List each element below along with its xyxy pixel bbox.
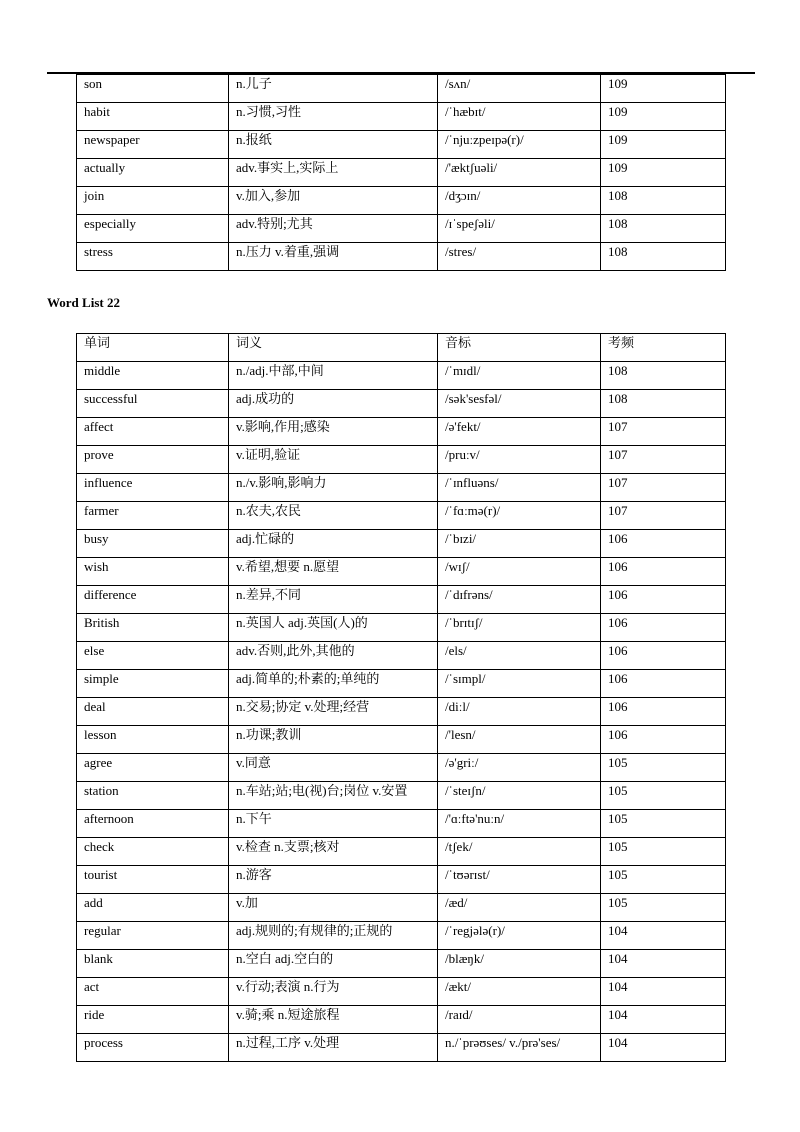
table-row (77, 894, 726, 922)
table-row (77, 642, 726, 670)
meaning-cell: v.骑;乘 n.短途旅程 (229, 1006, 438, 1034)
frequency-cell: 106 (601, 698, 726, 726)
word-cell: lesson (77, 726, 229, 754)
table-row (77, 502, 726, 530)
table-row (77, 159, 726, 187)
phonetic-cell: /raɪd/ (438, 1006, 601, 1034)
frequency-cell: 107 (601, 446, 726, 474)
table-row (77, 838, 726, 866)
word-cell: difference (77, 586, 229, 614)
word-cell: newspaper (77, 131, 229, 159)
phonetic-cell: /ə'fekt/ (438, 418, 601, 446)
phonetic-cell: /ˈtʊərɪst/ (438, 866, 601, 894)
frequency-cell: 104 (601, 950, 726, 978)
meaning-cell: n.下午 (229, 810, 438, 838)
meaning-cell: adv.事实上,实际上 (229, 159, 438, 187)
phonetic-cell: /ˈmɪdl/ (438, 362, 601, 390)
phonetic-cell: /ˈnjuːzpeɪpə(r)/ (438, 131, 601, 159)
table-row (77, 1034, 726, 1062)
word-cell: process (77, 1034, 229, 1062)
phonetic-cell: /ˈɪnfluəns/ (438, 474, 601, 502)
word-cell: regular (77, 922, 229, 950)
word-cell: tourist (77, 866, 229, 894)
phonetic-cell: /els/ (438, 642, 601, 670)
frequency-cell: 107 (601, 474, 726, 502)
meaning-cell: n.交易;协定 v.处理;经营 (229, 698, 438, 726)
meaning-cell: adj.成功的 (229, 390, 438, 418)
word-cell: son (77, 75, 229, 103)
frequency-cell: 105 (601, 782, 726, 810)
frequency-cell: 104 (601, 922, 726, 950)
word-cell: middle (77, 362, 229, 390)
table-row (77, 558, 726, 586)
table-row (77, 362, 726, 390)
meaning-cell: v.加入,参加 (229, 187, 438, 215)
word-cell: act (77, 978, 229, 1006)
header-meaning-cell: 词义 (229, 334, 438, 362)
table-row (77, 698, 726, 726)
phonetic-cell: /ˈhæbɪt/ (438, 103, 601, 131)
phonetic-cell: /dʒɔɪn/ (438, 187, 601, 215)
frequency-cell: 106 (601, 726, 726, 754)
word-cell: deal (77, 698, 229, 726)
phonetic-cell: /'æktʃuəli/ (438, 159, 601, 187)
meaning-cell: v.加 (229, 894, 438, 922)
frequency-cell: 108 (601, 215, 726, 243)
table-row (77, 614, 726, 642)
frequency-cell: 109 (601, 159, 726, 187)
meaning-cell: n.差异,不同 (229, 586, 438, 614)
frequency-cell: 106 (601, 530, 726, 558)
frequency-cell: 106 (601, 670, 726, 698)
table-row (77, 530, 726, 558)
frequency-cell: 107 (601, 418, 726, 446)
table-row (77, 418, 726, 446)
table-row (77, 782, 726, 810)
phonetic-cell: /'lesn/ (438, 726, 601, 754)
meaning-cell: adv.否则,此外,其他的 (229, 642, 438, 670)
word-cell: blank (77, 950, 229, 978)
word-cell: station (77, 782, 229, 810)
frequency-cell: 108 (601, 362, 726, 390)
table-row (77, 866, 726, 894)
frequency-cell: 108 (601, 187, 726, 215)
table-row (77, 215, 726, 243)
frequency-cell: 108 (601, 390, 726, 418)
meaning-cell: n.报纸 (229, 131, 438, 159)
word-cell: influence (77, 474, 229, 502)
meaning-cell: n.英国人 adj.英国(人)的 (229, 614, 438, 642)
vocab-table-continued (76, 74, 726, 271)
header-word-cell: 单词 (77, 334, 229, 362)
word-cell: check (77, 838, 229, 866)
table-row (77, 922, 726, 950)
meaning-cell: v.希望,想要 n.愿望 (229, 558, 438, 586)
frequency-cell: 105 (601, 754, 726, 782)
phonetic-cell: /ɪˈspeʃəli/ (438, 215, 601, 243)
phonetic-cell: /tʃek/ (438, 838, 601, 866)
word-cell: ride (77, 1006, 229, 1034)
phonetic-cell: /ˈbrɪtɪʃ/ (438, 614, 601, 642)
phonetic-cell: /ˈsteɪʃn/ (438, 782, 601, 810)
meaning-cell: n.习惯,习性 (229, 103, 438, 131)
phonetic-cell: /ˈbɪzi/ (438, 530, 601, 558)
meaning-cell: adj.规则的;有规律的;正规的 (229, 922, 438, 950)
phonetic-cell: /diːl/ (438, 698, 601, 726)
table-row (77, 754, 726, 782)
meaning-cell: n./v.影响,影响力 (229, 474, 438, 502)
phonetic-cell: /sʌn/ (438, 75, 601, 103)
phonetic-cell: /ˈregjələ(r)/ (438, 922, 601, 950)
meaning-cell: n.压力 v.着重,强调 (229, 243, 438, 271)
table-row (77, 131, 726, 159)
frequency-cell: 104 (601, 1006, 726, 1034)
meaning-cell: v.检查 n.支票;核对 (229, 838, 438, 866)
section-heading: Word List 22 (47, 295, 120, 310)
table-row (77, 75, 726, 103)
frequency-cell: 106 (601, 586, 726, 614)
table-row (77, 670, 726, 698)
table-row (77, 810, 726, 838)
word-cell: prove (77, 446, 229, 474)
meaning-cell: n.过程,工序 v.处理 (229, 1034, 438, 1062)
frequency-cell: 109 (601, 75, 726, 103)
word-cell: afternoon (77, 810, 229, 838)
word-cell: add (77, 894, 229, 922)
phonetic-cell: /blæŋk/ (438, 950, 601, 978)
phonetic-cell: /ækt/ (438, 978, 601, 1006)
phonetic-cell: /ˈdɪfrəns/ (438, 586, 601, 614)
phonetic-cell: /wɪʃ/ (438, 558, 601, 586)
word-cell: wish (77, 558, 229, 586)
meaning-cell: n.儿子 (229, 75, 438, 103)
frequency-cell: 105 (601, 866, 726, 894)
word-cell: join (77, 187, 229, 215)
phonetic-cell: /sək'sesfəl/ (438, 390, 601, 418)
frequency-cell: 104 (601, 978, 726, 1006)
word-cell: British (77, 614, 229, 642)
header-phonetic-cell: 音标 (438, 334, 601, 362)
table-row (77, 586, 726, 614)
word-cell: habit (77, 103, 229, 131)
frequency-cell: 106 (601, 614, 726, 642)
table-row (77, 243, 726, 271)
frequency-cell: 105 (601, 894, 726, 922)
table-row (77, 446, 726, 474)
table-row (77, 726, 726, 754)
meaning-cell: n.空白 adj.空白的 (229, 950, 438, 978)
meaning-cell: n./adj.中部,中间 (229, 362, 438, 390)
meaning-cell: v.同意 (229, 754, 438, 782)
meaning-cell: n.功课;教训 (229, 726, 438, 754)
table-row (77, 390, 726, 418)
phonetic-cell: /stres/ (438, 243, 601, 271)
table-row (77, 103, 726, 131)
table-row (77, 1006, 726, 1034)
table-row (77, 950, 726, 978)
frequency-cell: 105 (601, 810, 726, 838)
frequency-cell: 105 (601, 838, 726, 866)
meaning-cell: v.行动;表演 n.行为 (229, 978, 438, 1006)
word-cell: affect (77, 418, 229, 446)
meaning-cell: v.证明,验证 (229, 446, 438, 474)
meaning-cell: n.车站;站;电(视)台;岗位 v.安置 (229, 782, 438, 810)
word-cell: agree (77, 754, 229, 782)
table-header-row (77, 334, 726, 362)
word-cell: busy (77, 530, 229, 558)
word-cell: especially (77, 215, 229, 243)
word-cell: else (77, 642, 229, 670)
table-row (77, 978, 726, 1006)
frequency-cell: 109 (601, 131, 726, 159)
meaning-cell: n.游客 (229, 866, 438, 894)
table-row (77, 474, 726, 502)
meaning-cell: adv.特别;尤其 (229, 215, 438, 243)
phonetic-cell: /pruːv/ (438, 446, 601, 474)
frequency-cell: 108 (601, 243, 726, 271)
word-cell: simple (77, 670, 229, 698)
phonetic-cell: /'ɑːftə'nuːn/ (438, 810, 601, 838)
word-cell: actually (77, 159, 229, 187)
meaning-cell: v.影响,作用;感染 (229, 418, 438, 446)
phonetic-cell: /ə'griː/ (438, 754, 601, 782)
phonetic-cell: /ˈsɪmpl/ (438, 670, 601, 698)
vocab-table-word-list-22 (76, 333, 726, 1062)
meaning-cell: adj.忙碌的 (229, 530, 438, 558)
frequency-cell: 109 (601, 103, 726, 131)
frequency-cell: 106 (601, 642, 726, 670)
frequency-cell: 106 (601, 558, 726, 586)
phonetic-cell: /æd/ (438, 894, 601, 922)
word-cell: farmer (77, 502, 229, 530)
header-frequency-cell: 考频 (601, 334, 726, 362)
frequency-cell: 104 (601, 1034, 726, 1062)
word-cell: stress (77, 243, 229, 271)
meaning-cell: n.农夫,农民 (229, 502, 438, 530)
frequency-cell: 107 (601, 502, 726, 530)
phonetic-cell: n./ˈprəʊses/ v./prə'ses/ (438, 1034, 601, 1062)
meaning-cell: adj.简单的;朴素的;单纯的 (229, 670, 438, 698)
phonetic-cell: /ˈfɑːmə(r)/ (438, 502, 601, 530)
word-cell: successful (77, 390, 229, 418)
table-row (77, 187, 726, 215)
